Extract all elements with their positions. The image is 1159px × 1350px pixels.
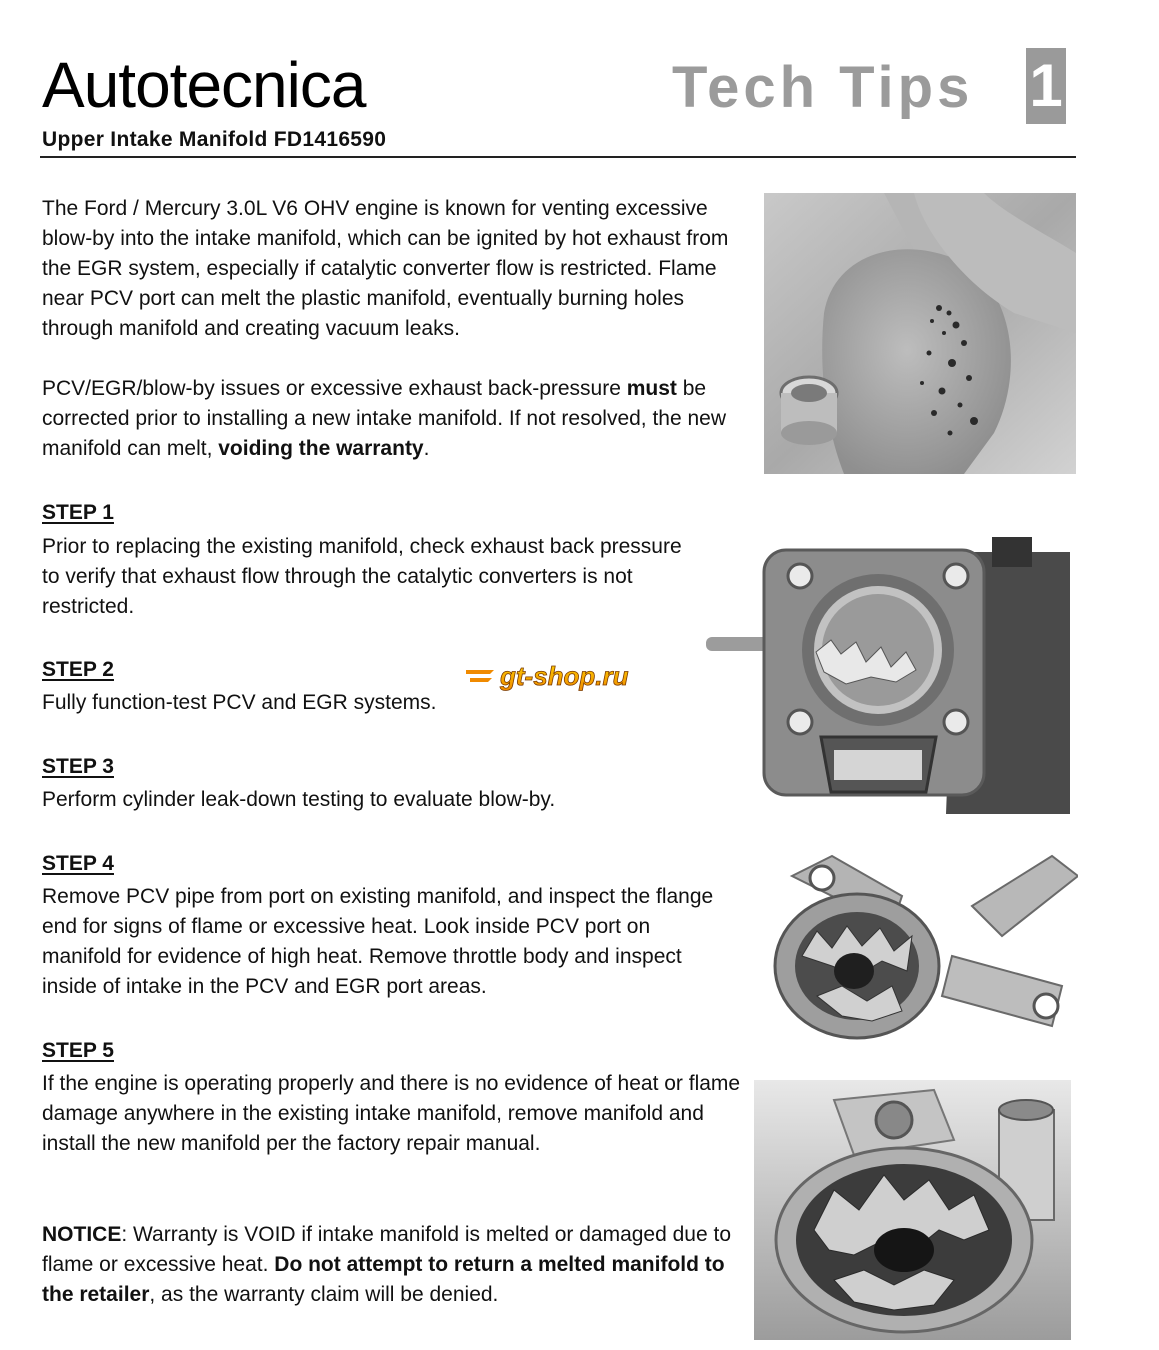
throttle-body-photo xyxy=(706,532,1070,814)
step-4-heading: STEP 4 xyxy=(42,852,114,875)
intro-p2-bold-warranty: voiding the warranty xyxy=(218,437,424,460)
melted-intake-port-photo xyxy=(754,1080,1071,1340)
melted-manifold-photo xyxy=(764,193,1076,474)
step-3-text: Perform cylinder leak-down testing to evaluate blow-by. xyxy=(42,788,556,811)
autotecnica-logo xyxy=(42,52,462,114)
notice-label: NOTICE xyxy=(42,1223,122,1246)
step-3-heading: STEP 3 xyxy=(42,755,114,778)
notice-paragraph xyxy=(42,1220,742,1310)
step-5-heading: STEP 5 xyxy=(42,1039,114,1062)
step-4-text: Remove PCV pipe from port on existing manifold, and inspect the flange end for signs of flame or excessive heat. Look inside PCV port on manifold for evidence of high heat. Remove throttle body and inspect inside of intake in the PCV and EGR port areas. xyxy=(42,885,714,998)
logo-wordmark: Autotecnica xyxy=(42,52,366,114)
intro-p2-text-e: . xyxy=(423,437,430,460)
intro-p2-text-a: PCV/EGR/blow-by issues or excessive exhaust back-pressure xyxy=(42,377,627,400)
step-1-heading: STEP 1 xyxy=(42,501,114,524)
tech-tips-number-badge: 1 xyxy=(1026,48,1066,124)
step-2-text: Fully function-test PCV and EGR systems. xyxy=(42,691,437,714)
step-5-text: If the engine is operating properly and there is no evidence of heat or flame damage anywhere in the existing intake manifold, remove manifold and install the new manifold per the factory repair manual. xyxy=(42,1072,741,1155)
melted-pcv-port-photo xyxy=(762,836,1078,1058)
tech-tips-title: Tech Tips xyxy=(672,55,974,120)
intro-paragraph-2 xyxy=(42,374,758,464)
notice-text-b: , as the warranty claim will be denied. xyxy=(149,1283,499,1306)
header-divider xyxy=(40,156,1076,158)
intro-paragraph-1: The Ford / Mercury 3.0L V6 OHV engine is known for venting excessive blow-by into the intake manifold, which can be ignited by hot exhaust from the EGR system, especially if catalytic converter flow is restricted. Flame near PCV port can melt the plastic manifold, eventually burning holes through manifold and creating vacuum leaks. xyxy=(42,197,729,340)
gt-shop-watermark xyxy=(466,658,692,694)
watermark-text: gt-shop.ru xyxy=(500,661,629,691)
document-title: Upper Intake Manifold FD1416590 xyxy=(42,128,387,151)
intro-p2-text-c: be corrected prior to installing a new intake manifold. If not resolved, the new manifold can melt, xyxy=(42,377,727,460)
notice-text-a: : Warranty is VOID if intake manifold is melted or damaged due to flame or excessive heat. xyxy=(42,1223,731,1276)
notice-bold-warning: Do not attempt to return a melted manifold to the retailer xyxy=(42,1253,725,1306)
step-2-heading: STEP 2 xyxy=(42,658,114,681)
step-1-text: Prior to replacing the existing manifold, check exhaust back pressure to verify that exhaust flow through the catalytic converters is not restricted. xyxy=(42,535,682,618)
intro-p2-bold-must: must xyxy=(626,377,677,400)
